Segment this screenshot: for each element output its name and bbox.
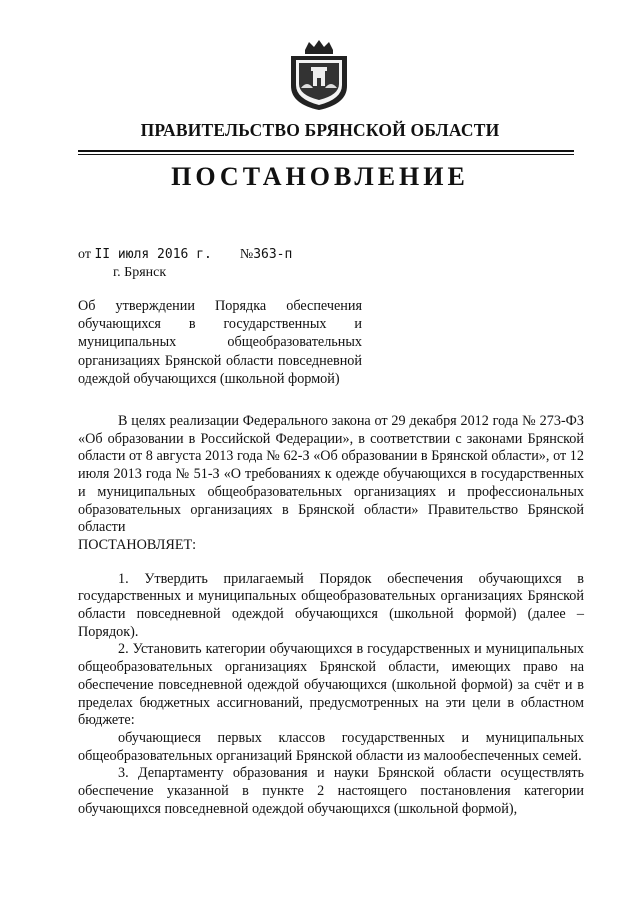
item-paragraph-2: 2. Установить категории обучающихся в государственных и муниципальных общеобразовательных организациях Брянской области, имеющих право на обеспечение повседневной одеждой обучающихся (школьной формой) за счёт и в пределах бюджетных ассигнований, предусмотренных на эти цели в областном бюджете: (78, 641, 584, 729)
preamble-paragraph: В целях реализации Федерального закона от 29 декабря 2012 года № 273-ФЗ «Об образовании в Российской Федерации», в соответствии с законами Брянской области от 8 августа 2013 года № 62-З «Об образовании в Брянской области», от 12 июля 2013 года № 51-З «О требованиях к одежде обучающихся в государственных и муниципальных общеобразовательных организациях и профессиональных образовательных организациях в Брянской области» Правительство Брянской области (78, 413, 584, 536)
decree-date: II июля 2016 г. (94, 247, 212, 262)
item-paragraph-2-category: обучающиеся первых классов государственных и муниципальных общеобразовательных организаций Брянской области из малообеспеченных семей. (78, 729, 584, 764)
decree-date-line (78, 247, 292, 263)
decree-body (78, 413, 584, 818)
decree-city: г. Брянск (113, 265, 167, 280)
header-divider-thick (78, 150, 574, 152)
header-divider-thin (78, 154, 574, 155)
item-paragraph-1: 1. Утвердить прилагаемый Порядок обеспечения обучающихся в государственных и муниципальных общеобразовательных организациях Брянской области повседневной одеждой обучающихся (школьной формой) (далее – Порядок). (78, 570, 584, 640)
government-name: ПРАВИТЕЛЬСТВО БРЯНСКОЙ ОБЛАСТИ (140, 120, 500, 140)
date-prefix: от (78, 247, 91, 262)
item-paragraph-3: 3. Департаменту образования и науки Брянской области осуществлять обеспечение указанной в пункте 2 настоящего постановления категории обучающихся повседневной одеждой обучающихся (школьной формой), (78, 765, 584, 817)
coat-of-arms-icon (287, 38, 351, 112)
decree-number: 363-п (253, 247, 293, 262)
decree-subject: Об утверждении Порядка обеспечения обучающихся в государственных и муниципальных общеобразовательных организациях Брянской области повседневной одеждой обучающихся (школьной формой) (78, 298, 362, 387)
number-sign: № (239, 247, 254, 262)
resolves-heading: ПОСТАНОВЛЯЕТ: (78, 536, 197, 553)
document-title: ПОСТАНОВЛЕНИЕ (171, 162, 469, 191)
